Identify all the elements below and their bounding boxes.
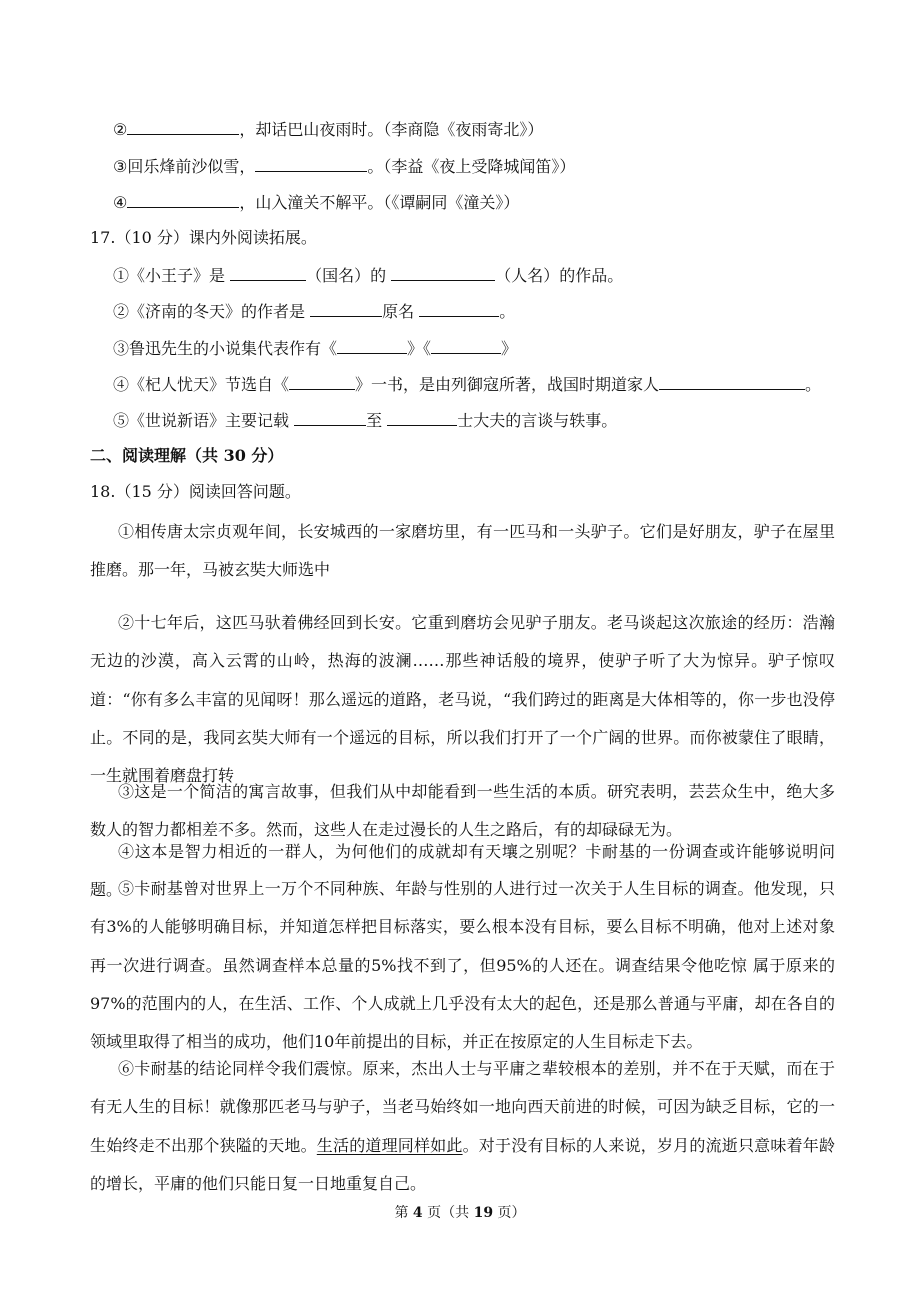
answer-blank[interactable] — [255, 153, 367, 172]
question-18-title: 18.（15 分）阅读回答问题。 — [90, 482, 301, 501]
underlined-sentence: 生活的道理同样如此 — [316, 1135, 463, 1155]
answer-blank[interactable] — [659, 371, 805, 390]
passage-paragraph-2: ②十七年后，这匹马驮着佛经回到长安。它重到磨坊会见驴子朋友。老马谈起这次旅途的经历：浩瀚无边的沙漠，高入云霄的山岭，热海的波澜……那些神话般的境界，使驴子听了大为惊异。驴子惊叹道：“你有多么丰富的见闻呀！那么遥远的道路，老马说，“我们跨过的距离是大体相等的，你一步也没停止。不同的是，我同玄奘大师有一个遥远的目标，所以我们打开了一个广阔的世界。而你被蒙住了眼睛，一生就围着磨盘打转 — [90, 613, 835, 786]
answer-blank[interactable] — [387, 407, 457, 426]
q17-item-5: ⑤《世说新语》主要记载 至 士大夫的言谈与轶事。 — [113, 407, 617, 433]
poem-line-3: ③回乐烽前沙似雪， 。（李益《夜上受降城闻笛》） — [113, 153, 575, 179]
passage-paragraph-4: ④这本是智力相近的一群人，为何他们的成就却有天壤之别呢？卡耐基的一份调查或许能够说明问题。 — [90, 842, 835, 900]
q17-item-4: ④《杞人忧天》节选自《 》一书，是由列御寇所著，战国时期道家人 。 — [113, 371, 821, 397]
answer-blank[interactable] — [127, 116, 239, 135]
page-footer: 第 4 页（共 19 页） — [394, 1205, 526, 1221]
answer-blank[interactable] — [391, 262, 495, 281]
item-number: ② — [113, 120, 128, 139]
poem-line-4: ④ ，山入潼关不解平。（《谭嗣同《潼关》） — [113, 189, 519, 215]
section-heading: 二、阅读理解（共 30 分） — [90, 446, 284, 465]
passage-paragraph-6: ⑥卡耐基的结论同样令我们震惊。原来，杰出人士与平庸之辈较根本的差别，并不在于天赋，而在于有无人生的目标！就像那匹老马与驴子，当老马始终如一地向西天前进的时候，可因为缺乏目标，它的一生始终走不出那个狭隘的天地。生活的道理同样如此。对于没有目标的人来说，岁月的流逝只意味着年龄的增长，平庸的他们只能日复一日地重复自己。 — [90, 1059, 835, 1193]
passage-paragraph-1: ①相传唐太宗贞观年间，长安城西的一家磨坊里，有一匹马和一头驴子。它们是好朋友，驴子在屋里推磨。那一年，马被玄奘大师选中 — [90, 522, 835, 580]
q17-item-2: ②《济南的冬天》的作者是 原名 。 — [113, 298, 515, 324]
answer-blank[interactable] — [337, 335, 407, 354]
answer-blank[interactable] — [419, 298, 499, 317]
question-17-title: 17.（10 分）课内外阅读拓展。 — [90, 228, 317, 247]
item-number: ③ — [113, 157, 128, 176]
item-number: ④ — [113, 193, 128, 212]
answer-blank[interactable] — [230, 262, 306, 281]
answer-blank[interactable] — [289, 371, 355, 390]
answer-blank[interactable] — [127, 189, 239, 208]
passage-paragraph-3: ③这是一个简洁的寓言故事，但我们从中却能看到一些生活的本质。研究表明，芸芸众生中，绝大多数人的智力都相差不多。然而，这些人在走过漫长的人生之路后，有的却碌碌无为。 — [90, 782, 835, 840]
passage-paragraph-5: ⑤卡耐基曾对世界上一万个不同种族、年龄与性别的人进行过一次关于人生目标的调查。他发现，只有3%的人能够明确目标，并知道怎样把目标落实，要么根本没有目标，要么目标不明确，他对上述对象再一次进行调查。虽然调查样本总量的5%找不到了，但95%的人还在。调查结果令他吃惊 属于原来的97%的范围内的人，在生活、工作、个人成就上几乎没有太大的起色，还是那么普通与平庸，却在各自的领域里取得了相当的成功，他们10年前提出的目标，并正在按原定的人生目标走下去。 — [90, 879, 835, 1052]
total-pages: 19 — [473, 1205, 494, 1221]
q17-item-3: ③鲁迅先生的小说集代表作有《 》《 》 — [113, 335, 517, 361]
current-page-number: 4 — [412, 1205, 423, 1221]
answer-blank[interactable] — [431, 335, 501, 354]
q17-item-1: ①《小王子》是 （国名）的 （人名）的作品。 — [113, 262, 623, 288]
poem-line-2: ② ，却话巴山夜雨时。（李商隐《夜雨寄北》） — [113, 116, 543, 142]
answer-blank[interactable] — [294, 407, 366, 426]
answer-blank[interactable] — [310, 298, 382, 317]
